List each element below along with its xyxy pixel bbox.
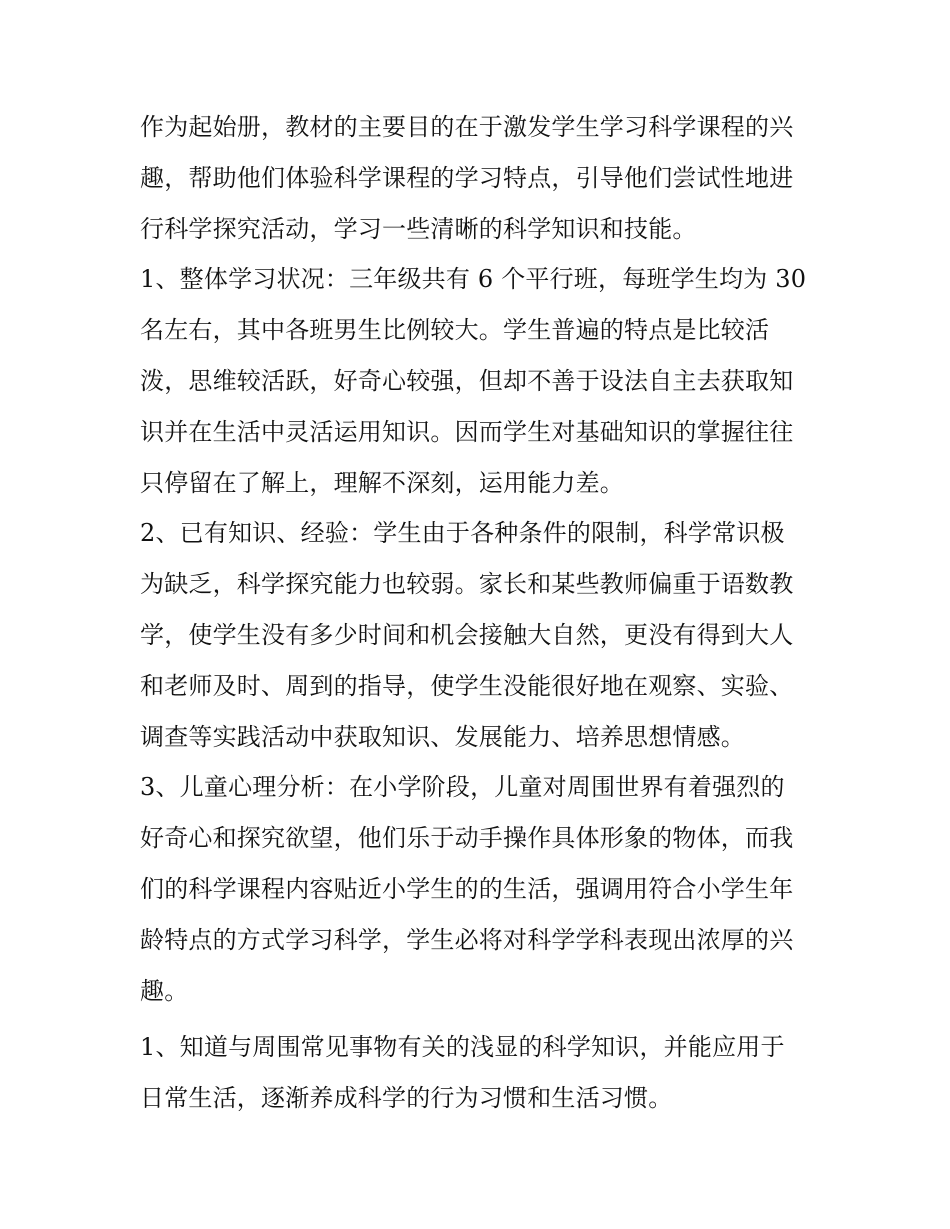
text-line: 趣。	[140, 976, 189, 1005]
text-line: 2、已有知识、经验：学生由于各种条件的限制，科学常识极	[140, 519, 785, 548]
text-line: 为缺乏，科学探究能力也较弱。家长和某些教师偏重于语数教	[140, 570, 794, 599]
text-line: 好奇心和探究欲望，他们乐于动手操作具体形象的物体，而我	[140, 824, 794, 853]
text-line: 行科学探究活动，学习一些清晰的科学知识和技能。	[140, 214, 697, 243]
text-line: 调查等实践活动中获取知识、发展能力、培养思想情感。	[140, 722, 745, 751]
text-line: 名左右，其中各班男生比例较大。学生普遍的特点是比较活	[140, 316, 770, 345]
text-line: 和老师及时、周到的指导，使学生没能很好地在观察、实验、	[140, 671, 794, 700]
text-line: 作为起始册，教材的主要目的在于激发学生学习科学课程的兴	[140, 113, 794, 141]
text-line: 只停留在了解上，理解不深刻，运用能力差。	[140, 468, 624, 497]
text-line: 学，使学生没有多少时间和机会接触大自然，更没有得到大人	[140, 620, 794, 649]
text-line: 日常生活，逐渐养成科学的行为习惯和生活习惯。	[140, 1084, 673, 1113]
text-line: 泼，思维较活跃，好奇心较强，但却不善于设法自主去获取知	[140, 366, 794, 395]
text-line: 3、儿童心理分析：在小学阶段，儿童对周围世界有着强烈的	[140, 773, 785, 802]
text-line: 们的科学课程内容贴近小学生的的生活，强调用符合小学生年	[140, 874, 794, 903]
text-line: 趣，帮助他们体验科学课程的学习特点，引导他们尝试性地进	[140, 163, 794, 192]
text-line: 1、知道与周围常见事物有关的浅显的科学知识，并能应用于	[140, 1033, 785, 1062]
document-body	[140, 102, 820, 1124]
text-line: 识并在生活中灵活运用知识。因而学生对基础知识的掌握往往	[140, 417, 794, 446]
text-line: 龄特点的方式学习科学，学生必将对科学学科表现出浓厚的兴	[140, 925, 794, 954]
text-line: 1、整体学习状况：三年级共有 6 个平行班，每班学生均为 30	[140, 265, 807, 294]
